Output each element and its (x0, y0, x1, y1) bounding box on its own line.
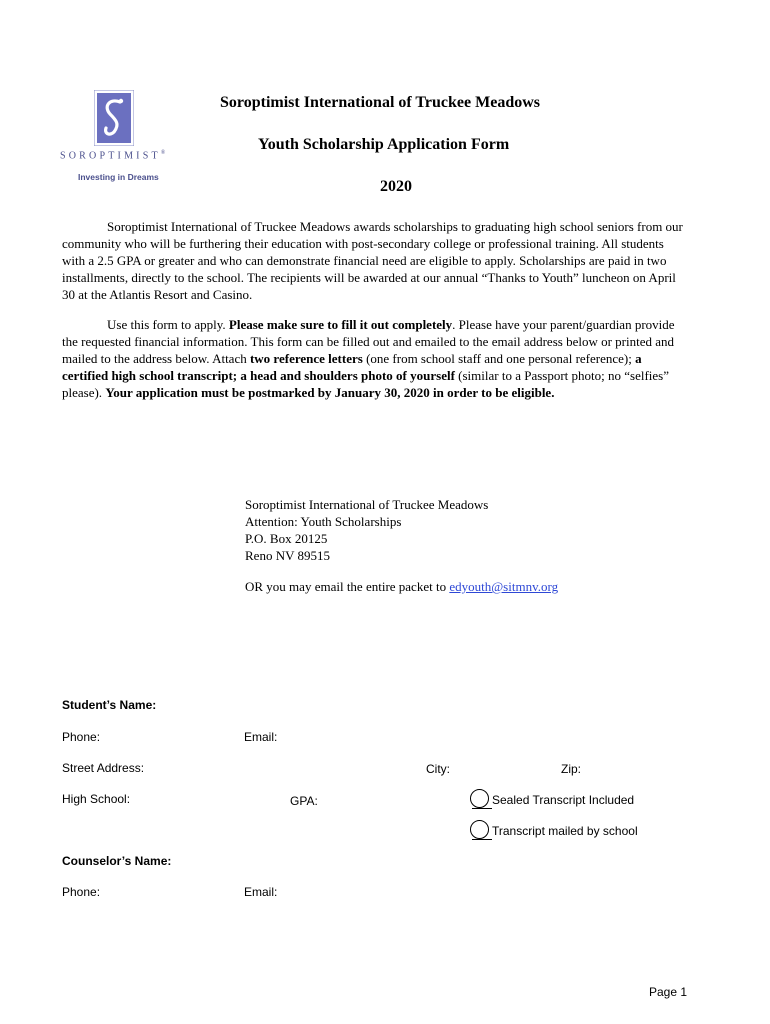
student-name-label: Student’s Name: (62, 698, 157, 712)
logo-brand: SOROPTIMIST® (60, 150, 166, 162)
gpa-label: GPA: (290, 794, 318, 808)
intro-paragraph-1: Soroptimist International of Truckee Meadows awards scholarships to graduating high school seniors from our community who will be furthering their education with post-secondary college or professional training. All students with a 2.5 GPA or greater and who can demonstrate financial need are eligible to apply. Scholarships are paid in two installments, directly to the school. The recipients will be awarded at our annual “Thanks to Youth” luncheon on April 30 at the Atlantis Resort and Casino. (62, 219, 683, 302)
email-instruction: OR you may email the entire packet to edyouth@sitmnv.org (245, 579, 559, 594)
soroptimist-s-icon (94, 90, 134, 146)
counselor-name-label: Counselor’s Name: (62, 854, 172, 868)
org-title: Soroptimist International of Truckee Meadows (220, 94, 540, 111)
high-school-label: High School: (62, 792, 131, 806)
soroptimist-logo (60, 86, 190, 186)
student-email-label: Email: (244, 730, 278, 744)
address-line: Soroptimist International of Truckee Meadows (245, 497, 489, 512)
radio-circle-icon[interactable] (470, 789, 489, 808)
option-label: Transcript mailed by school (492, 824, 638, 838)
page-number: Page 1 (649, 985, 688, 999)
student-phone-label: Phone: (62, 730, 101, 744)
option-label: Sealed Transcript Included (492, 793, 635, 807)
counselor-email-label: Email: (244, 885, 278, 899)
street-address-label: Street Address: (62, 761, 145, 775)
email-link[interactable]: edyouth@sitmnv.org (449, 579, 559, 594)
address-line: P.O. Box 20125 (245, 531, 328, 546)
logo-tagline: Investing in Dreams (78, 172, 159, 182)
address-line: Reno NV 89515 (245, 548, 330, 563)
form-title: Youth Scholarship Application Form (258, 136, 510, 153)
radio-circle-icon[interactable] (470, 820, 489, 839)
form-year: 2020 (380, 178, 412, 195)
option-underline (472, 808, 492, 809)
option-underline (472, 839, 492, 840)
intro-paragraph-2: Use this form to apply. Please make sure to fill it out completely. Please have your parent/guardian provide the requested financial information. This form can be filled out and emailed to the email address below or printed and mailed to the address below. Attach two reference letters (one from school staff and one personal reference); a certified high school transcript; a head and shoulders photo of yourself (similar to a Passport photo; no “selfies” please). Your application must be postmarked by January 30, 2020 in order to be eligible. (62, 317, 675, 400)
zip-label: Zip: (561, 762, 582, 776)
counselor-phone-label: Phone: (62, 885, 101, 899)
address-line: Attention: Youth Scholarships (245, 514, 402, 529)
mailing-address (245, 496, 488, 564)
city-label: City: (426, 762, 450, 776)
